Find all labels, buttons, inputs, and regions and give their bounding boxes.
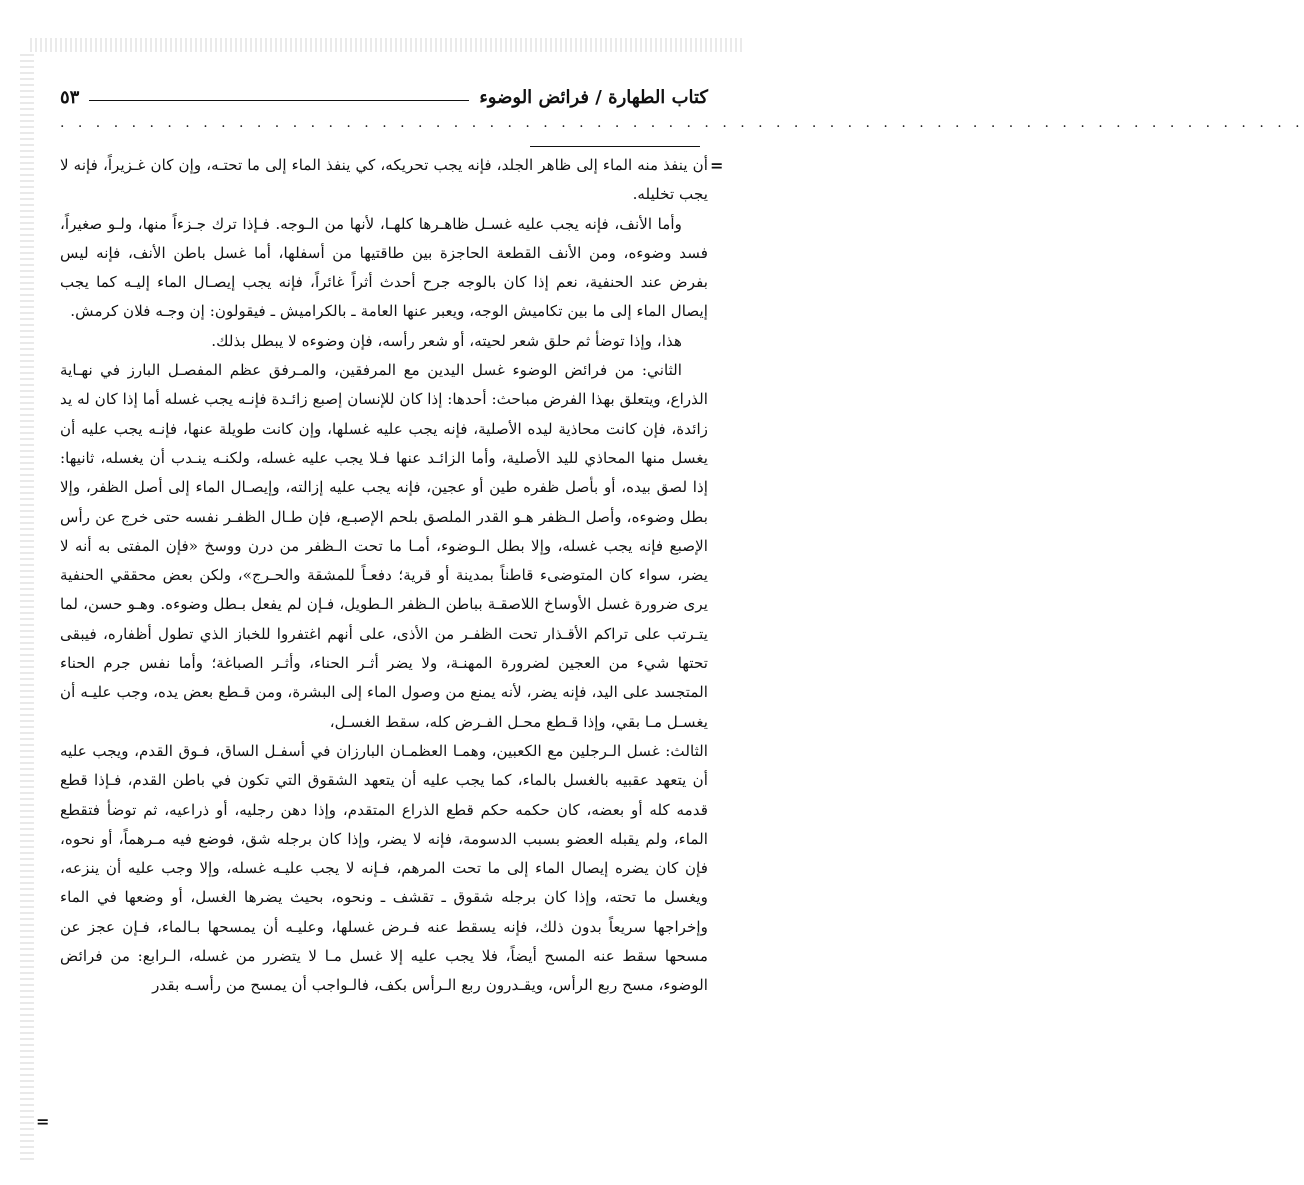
footnote-separator-rule [530, 146, 700, 147]
scan-noise-left [20, 50, 34, 1160]
paragraph-second-obligation: الثاني: من فرائض الوضوء غسل اليدين مع المرفقين، والمـرفق عظم المفصـل البارز في نهـاية الذراع، ويتعلق بهذا الفرض مباحث: أحدها: إذا كان للإنسان إصبع زائـدة فإنـه يجب غسله أما إذا كان له يد زائدة، فإن كانت محاذية ليده الأصلية، فإنه يجب عليه غسلها، وإن كانت طويلة عنها، فإنـه يجب عليه أن يغسل منها المحاذي لليد الأصلية، وأما الزائـد عنها فـلا يجب عليه غسله، ولكنـه ينـدب أن يغسله، ثانيها: إذا لصق بيده، أو بأصل ظفره طين أو عجين، فإنه يجب عليه إزالته، وإيصـال الماء إلى أصل الظفر، وإلا بطل وضوءه، وأصل الـظفر هـو القدر الملصق بلحم الإصبـع، فإن طـال الظفـر نفسه حتى خرج عن رأس الإصبع فإنه يجب غسله، وإلا بطل الـوضوء، أمـا ما تحت الـظفر من درن ووسخ «فإن المفتى به أنه لا يضر، سواء كان المتوضىء قاطناً بمدينة أو قرية؛ دفعـاً للمشقة والحـرج»، ولكن بعض محققي الحنفية يرى ضرورة غسل الأوساخ اللاصقـة بباطن الـظفر الـطويل، فـإن لم يفعل بـطل وضوءه. وهـو حسن، لما يتـرتب على تراكم الأقـذار تحت الظفـر من الأذى، على أنهم اغتفروا للخباز الذي تطول أظفاره، فيبقى تحتها شيء من العجين لضرورة المهنـة، ولا يضر أثـر الحناء، وأثـر الصباغة؛ وأما نفس جرم الحناء المتجسد على اليد، فإنه يضر، لأنه يمنع من وصول الماء إلى البشرة، ومن قـطع بعض يده، وجب عليـه أن يغسـل مـا بقي، وإذا قـطع محـل الفـرض كله، سقط الغسـل، [60, 361, 708, 731]
paragraph-shaving: هذا، وإذا توضأ ثم حلق شعر لحيته، أو شعر رأسه، فإن وضوءه لا يبطل بذلك. [211, 331, 682, 350]
running-header [60, 82, 708, 112]
book-chapter-title: كتاب الطهارة / فرائض الوضوء [479, 86, 708, 108]
paragraph-third-obligation: الثالث: غسل الـرجلين مع الكعبين، وهمـا العظمـان البارزان في أسفـل الساق، فـوق القدم، ويجب عليه أن يتعهد عقبيه بالغسل بالماء، كما يجب عليه أن يتعهد الشقوق التي تكون في باطن القدم، فـإذا قطع قدمه كله أو بعضه، كان حكمه حكم قطع الذراع المتقدم، وإذا دهن رجليه، أو ذراعيه، ثم توضأ فتقطع الماء، ولم يقبله العضو بسبب الدسومة، فإنه لا يضر، وإذا كان برجله شق، فوضع فيه مـرهماً، أو نحوه، فإن كان يضره إيصال الماء إلى ما تحت المرهم، فـإنه لا يجب عليـه غسله، وإلا وجب عليه أن ينزعه، ويغسل ما تحته، وإذا كان برجله شقوق ـ تقشف ـ ونحوه، بحيث يضرها الغسل، أو وضعها في الماء وإخراجها سريعاً بدون ذلك، فإنه يسقط عنه فـرض غسلها، وعليـه أن يمسحها بـالماء، فـإن عجز عن مسحها سقط عنه المسح أيضاً، فلا يجب عليه إلا غسل مـا لا يتضرر من غسله، الـرابع: من فرائض الوضوء، مسح ربع الرأس، ويقـدرون ربع الـرأس بكف، فالـواجب أن يمسح من رأسـه بقدر [60, 741, 708, 995]
continuation-mark-bottom: = [36, 1112, 50, 1131]
page-number: ٥٣ [60, 86, 80, 108]
paragraph-continuation: أن ينفذ منه الماء إلى ظاهر الجلد، فإنه يجب تحريكه، كي ينفذ الماء إلى ما تحتـه، وإن كان غـزيراً، فإنه لا يجب تخليله. [60, 156, 708, 204]
paragraph-nose: وأما الأنف، فإنه يجب عليه غسـل ظاهـرها كلهـا، لأنها من الـوجه. فـإذا ترك جـزءاً منها، ولـو صغيراً، فسد وضوءه، ومن الأنف القطعة الحاجزة بين طاقتيها من أسفلها، أما غسل باطن الأنف، فإنه ليس بفرض عند الحنفية، نعم إذا كان بالوجه جرح أحدث أثراً غائراً، فإنه يجب إيصـال الماء إليـه كما يجب إيصال الماء إلى ما بين تكاميش الوجه، ويعبر عنها العامة ـ بالكراميش ـ فيقولون: إن وجـه فلان كرمش. [60, 214, 708, 321]
scan-noise-top [30, 38, 745, 52]
header-rule [89, 100, 469, 101]
page-body [60, 151, 708, 1001]
dotted-rule: . . . . . . . . . . . . . . . . . . . . . . . . . . . . . . . . . . . . . . . . . . . . . . . . . . . . . . . . . . . . . . . . . . . . . . [60, 115, 1304, 131]
continuation-mark-top: = [710, 156, 724, 175]
